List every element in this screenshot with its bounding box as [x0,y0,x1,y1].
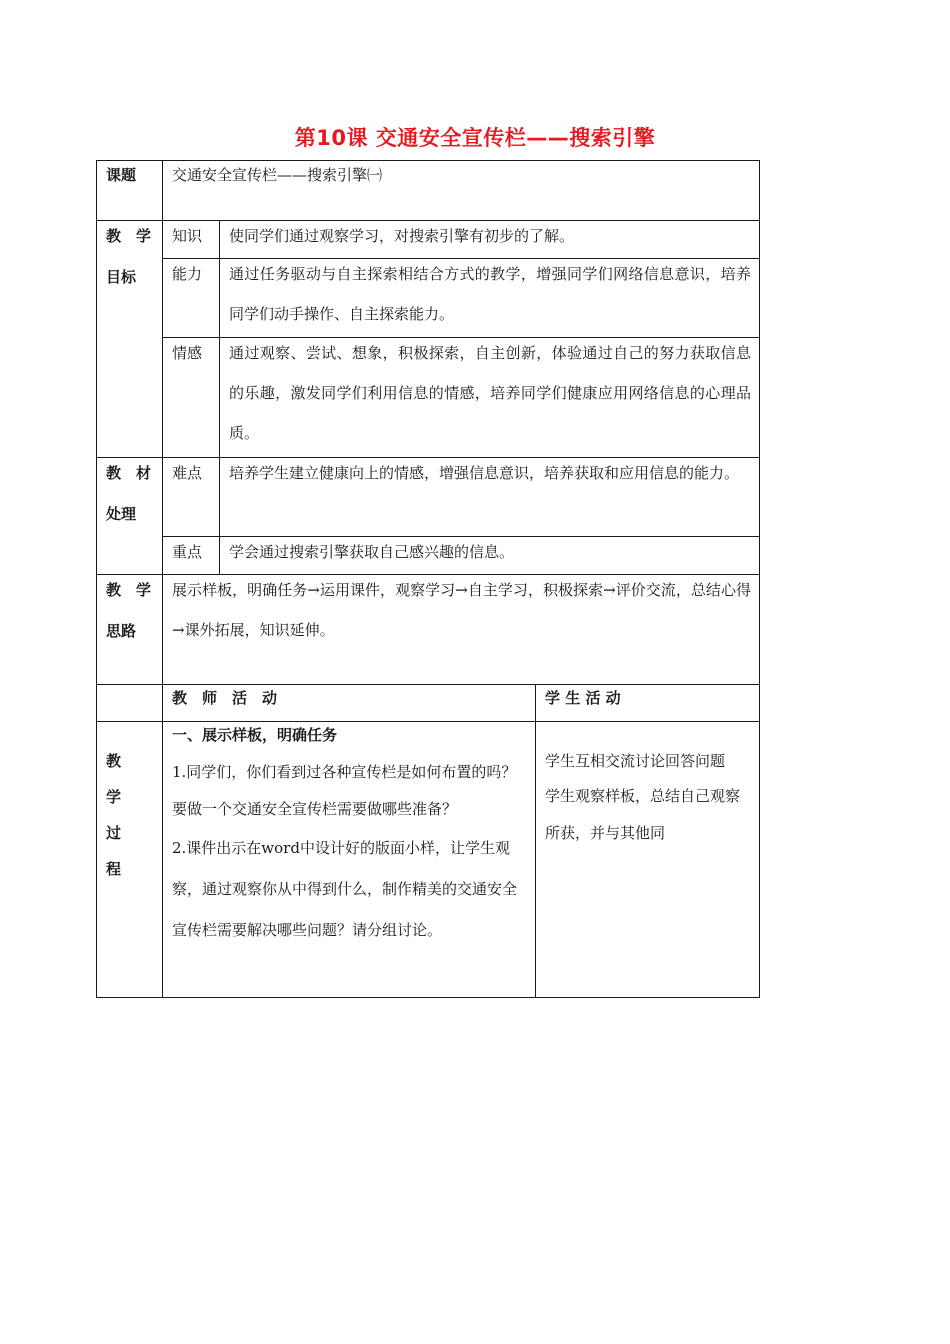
process-section-title: 一、展示样板，明确任务 [172,726,338,744]
material-label-line1: 教 材 [106,464,152,482]
topic-label: 课题 [106,166,137,184]
table-border-top [96,160,760,161]
difficulty-text: 培养学生建立健康向上的情感，增强信息意识，培养获取和应用信息的能力。 [229,464,740,482]
process-label-char: 教 [106,752,122,770]
process-label-char: 程 [106,860,122,878]
goals-label-line1: 教 学 [106,227,152,245]
goals-label-line2: 目标 [106,268,137,286]
column-divider [535,684,536,998]
table-border-left [96,160,97,998]
approach-label-line1: 教 学 [106,581,152,599]
table-border-bottom [96,997,760,998]
material-label-line2: 处理 [106,505,137,523]
topic-content: 交通安全宣传栏——搜索引擎㈠ [172,166,383,184]
table-border-right [759,160,760,998]
process-label-char: 过 [106,824,122,842]
approach-label-line2: 思路 [106,622,137,640]
teacher-activity-header: 教 师 活 动 [172,689,278,707]
key-point-text: 学会通过搜索引擎获取自己感兴趣的信息。 [229,543,515,561]
row-divider [96,721,760,722]
page-title: 第10课 交通安全宣传栏——搜索引擎 [294,126,656,150]
key-point-label: 重点 [172,543,203,561]
student-activity-line: 学生互相交流讨论回答问题 [545,752,726,770]
teacher-activity-text: 1.同学们，你们看到过各种宣传栏是如何布置的吗？要做一个交通安全宣传栏需要做哪些准备？ [172,763,517,818]
knowledge-label: 知识 [172,227,203,245]
teacher-activity-text-2: 2.课件出示在word中设计好的版面小样，让学生观察，通过观察你从中得到什么，制作精美的交通安全宣传栏需要解决哪些问题？请分组讨论。 [172,839,518,939]
row-divider [96,220,760,221]
column-divider [219,220,220,574]
student-activity-text: 学生观察样板，总结自己观察所获，并与其他同 [545,787,741,842]
ability-label: 能力 [172,265,203,283]
approach-text: 展示样板，明确任务→运用课件，观察学习→自主学习，积极探索→评价交流，总结心得→课外拓展，知识延伸。 [172,581,751,639]
lesson-plan-table [96,160,760,998]
knowledge-text: 使同学们通过观察学习，对搜索引擎有初步的了解。 [229,227,575,245]
emotion-label: 情感 [172,344,203,362]
difficulty-label: 难点 [172,464,203,482]
ability-text: 通过任务驱动与自主探索相结合方式的教学，增强同学们网络信息意识，培养同学们动手操作、自主探索能力。 [229,265,751,323]
emotion-text: 通过观察、尝试、想象，积极探索，自主创新，体验通过自己的努力获取信息的乐趣，激发同学们利用信息的情感，培养同学们健康应用网络信息的心理品质。 [229,344,751,442]
process-label-char: 学 [106,788,122,806]
row-divider [96,684,760,685]
student-activity-header: 学 生 活 动 [545,689,621,707]
column-divider [162,160,163,998]
row-divider [162,536,760,537]
